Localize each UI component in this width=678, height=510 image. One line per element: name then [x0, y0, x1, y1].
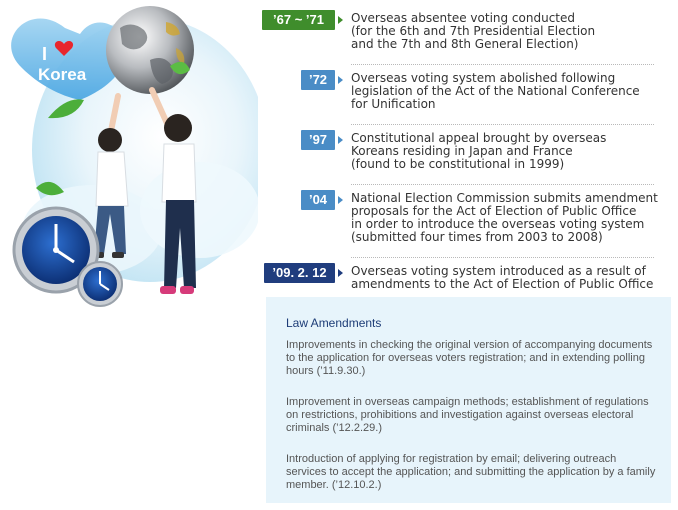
amendment-item: Improvements in checking the original version of accompanying documents to the application for overseas voters registration; and in extending polling hours (’11.9.30.) [286, 339, 653, 377]
timeline-item [262, 190, 662, 258]
timeline-text: Overseas voting system abolished following legislation of the Act of the National Conference for Unification [351, 71, 640, 111]
arrow-icon [338, 16, 343, 24]
year-badge: ’09. 2. 12 [264, 263, 335, 283]
timeline-item [262, 70, 662, 125]
history-timeline [262, 10, 662, 291]
timeline-item [262, 130, 662, 185]
divider [351, 257, 654, 258]
arrow-icon [338, 76, 343, 84]
divider [351, 184, 654, 185]
arrow-icon [338, 196, 343, 204]
panel-title: Law Amendments [286, 316, 382, 330]
timeline-text: Overseas absentee voting conducted (for the 6th and 7th Presidential Election and the 7th and 8th General Election) [351, 11, 596, 51]
hero-art [0, 0, 258, 310]
divider [351, 124, 654, 125]
law-amendments-panel [266, 297, 671, 503]
amendment-item: Introduction of applying for registration by email; delivering outreach services to accept the application; and submitting the application by a family member. (’12.10.2.) [286, 453, 656, 491]
timeline-text: Constitutional appeal brought by overseas Koreans residing in Japan and France (found to be constitutional in 1999) [351, 131, 607, 171]
year-badge: ’97 [301, 130, 335, 150]
divider [351, 64, 654, 65]
globe-icon [106, 6, 194, 94]
logo-text-i: I [42, 44, 48, 64]
amendment-item: Improvement in overseas campaign methods; establishment of regulations on restrictions, prohibitions and investigation against overseas electoral criminals (’12.2.29.) [286, 396, 649, 434]
hero-illustration [0, 0, 258, 310]
year-badge: ’67 ~ ’71 [262, 10, 335, 30]
timeline-item [262, 10, 662, 65]
year-badge: ’72 [301, 70, 335, 90]
logo-text-korea: Korea [38, 65, 87, 84]
clock-icon [78, 262, 122, 306]
arrow-icon [338, 136, 343, 144]
year-badge: ’04 [301, 190, 335, 210]
timeline-text: National Election Commission submits amendment proposals for the Act of Election of Public Office in order to introduce the overseas voting system (submitted four times from 2003 to 2008) [351, 191, 658, 244]
arrow-icon [338, 269, 343, 277]
timeline-text: Overseas voting system introduced as a result of amendments to the Act of Election of Public Office [351, 264, 654, 291]
